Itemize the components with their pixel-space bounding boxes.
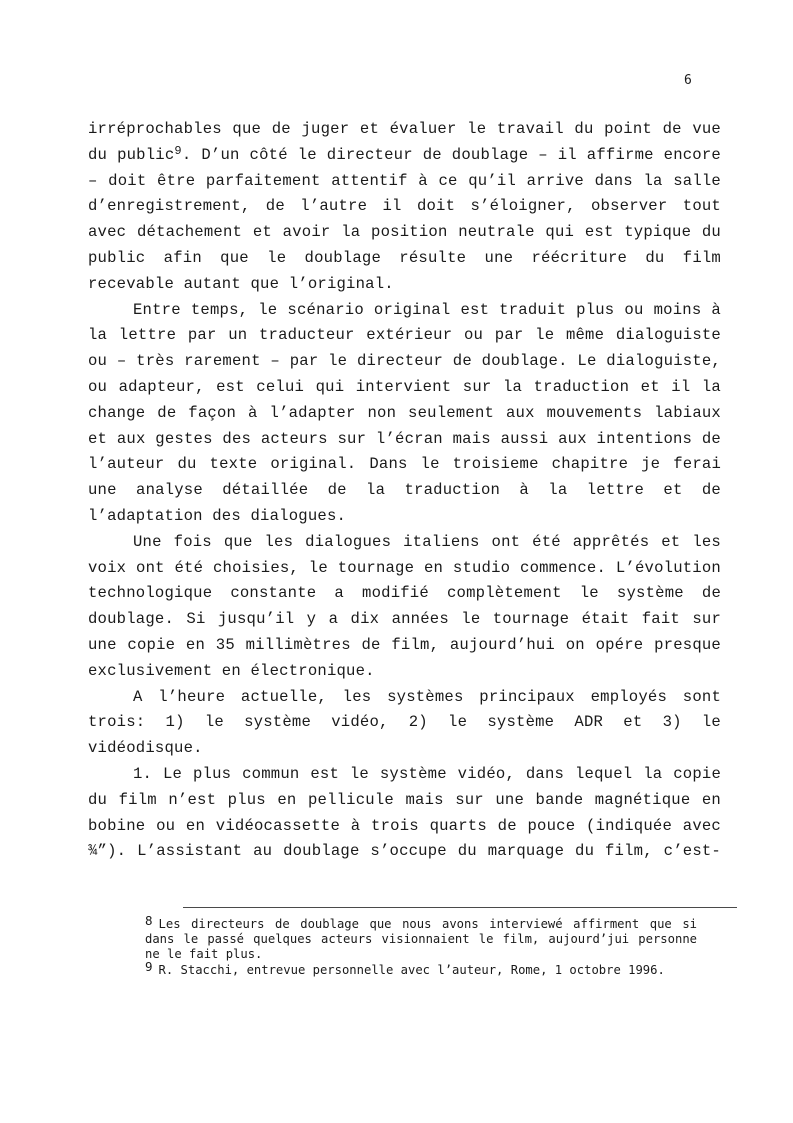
footnote-number: 8 — [145, 913, 153, 928]
footnote-divider — [183, 907, 737, 908]
paragraph-5: 1. Le plus commun est le système vidéo, dans lequel la copie du film n’est plus en pellicule mais sur une bande magnétique en bobine ou en vidéocassette à trois quarts de pouce (indiquée avec ¾”). L’assistant au doublage s’occupe du marquage du film, c’est- — [88, 764, 721, 861]
footnote-text: Les directeurs de doublage que nous avons interviewé affirment que si dans le passé quelques acteurs visionnaient le film, aujourd’jui personne ne le fait plus. — [145, 917, 697, 962]
footnote-text: R. Stacchi, entrevue personnelle avec l’auteur, Rome, 1 octobre 1996. — [158, 962, 665, 977]
paragraph-1-text-a: irréprochables que de juger et évaluer le travail du point de vue du public — [88, 120, 721, 164]
body-text — [88, 117, 721, 865]
paragraph-2: Entre temps, le scénario original est traduit plus ou moins à la lettre par un traducteur extérieur ou par le même dialoguiste ou – très rarement – par le directeur de doublage. Le dialoguiste, ou adapteur, est celui qui intervient sur la traduction et il la change de façon à l’adapter non seulement aux mouvements labiaux et aux gestes des acteurs sur l’écran mais aussi aux intentions de l’auteur du texte original. Dans le troisieme chapitre je ferai une analyse détaillée de la traduction à la lettre et de l’adaptation des dialogues. — [88, 300, 721, 525]
page-number: 6 — [684, 73, 692, 88]
paragraph-4: A l’heure actuelle, les systèmes principaux employés sont trois: 1) le système vidéo, 2) le système ADR et 3) le vidéodisque. — [88, 687, 721, 758]
footnote-reference-9[interactable]: 9 — [174, 143, 182, 158]
paragraph-1 — [88, 117, 721, 298]
footnote-number: 9 — [145, 958, 153, 974]
footnotes — [145, 913, 697, 978]
paragraph-3: Une fois que les dialogues italiens ont été apprêtés et les voix ont été choisies, le tournage en studio commence. L’évolution technologique constante a modifié complètement le système de doublage. Si jusqu’il y a dix années le tournage était fait sur une copie en 35 millimètres de film, aujourd’hui on opére presque exclusivement en électronique. — [88, 532, 721, 680]
paragraph-1-text-b: . D’un côté le directeur de doublage – il affirme encore – doit être parfaitement attentif à ce qu’il arrive dans la salle d’enregistrement, de l’autre il doit s’éloigner, observer tout avec détachement et avoir la position neutrale qui est typique du public afin que le doublage résulte une réécriture du film recevable autant que l’original. — [88, 145, 721, 293]
footnote-8 — [145, 913, 697, 963]
footnote-9 — [145, 958, 697, 978]
